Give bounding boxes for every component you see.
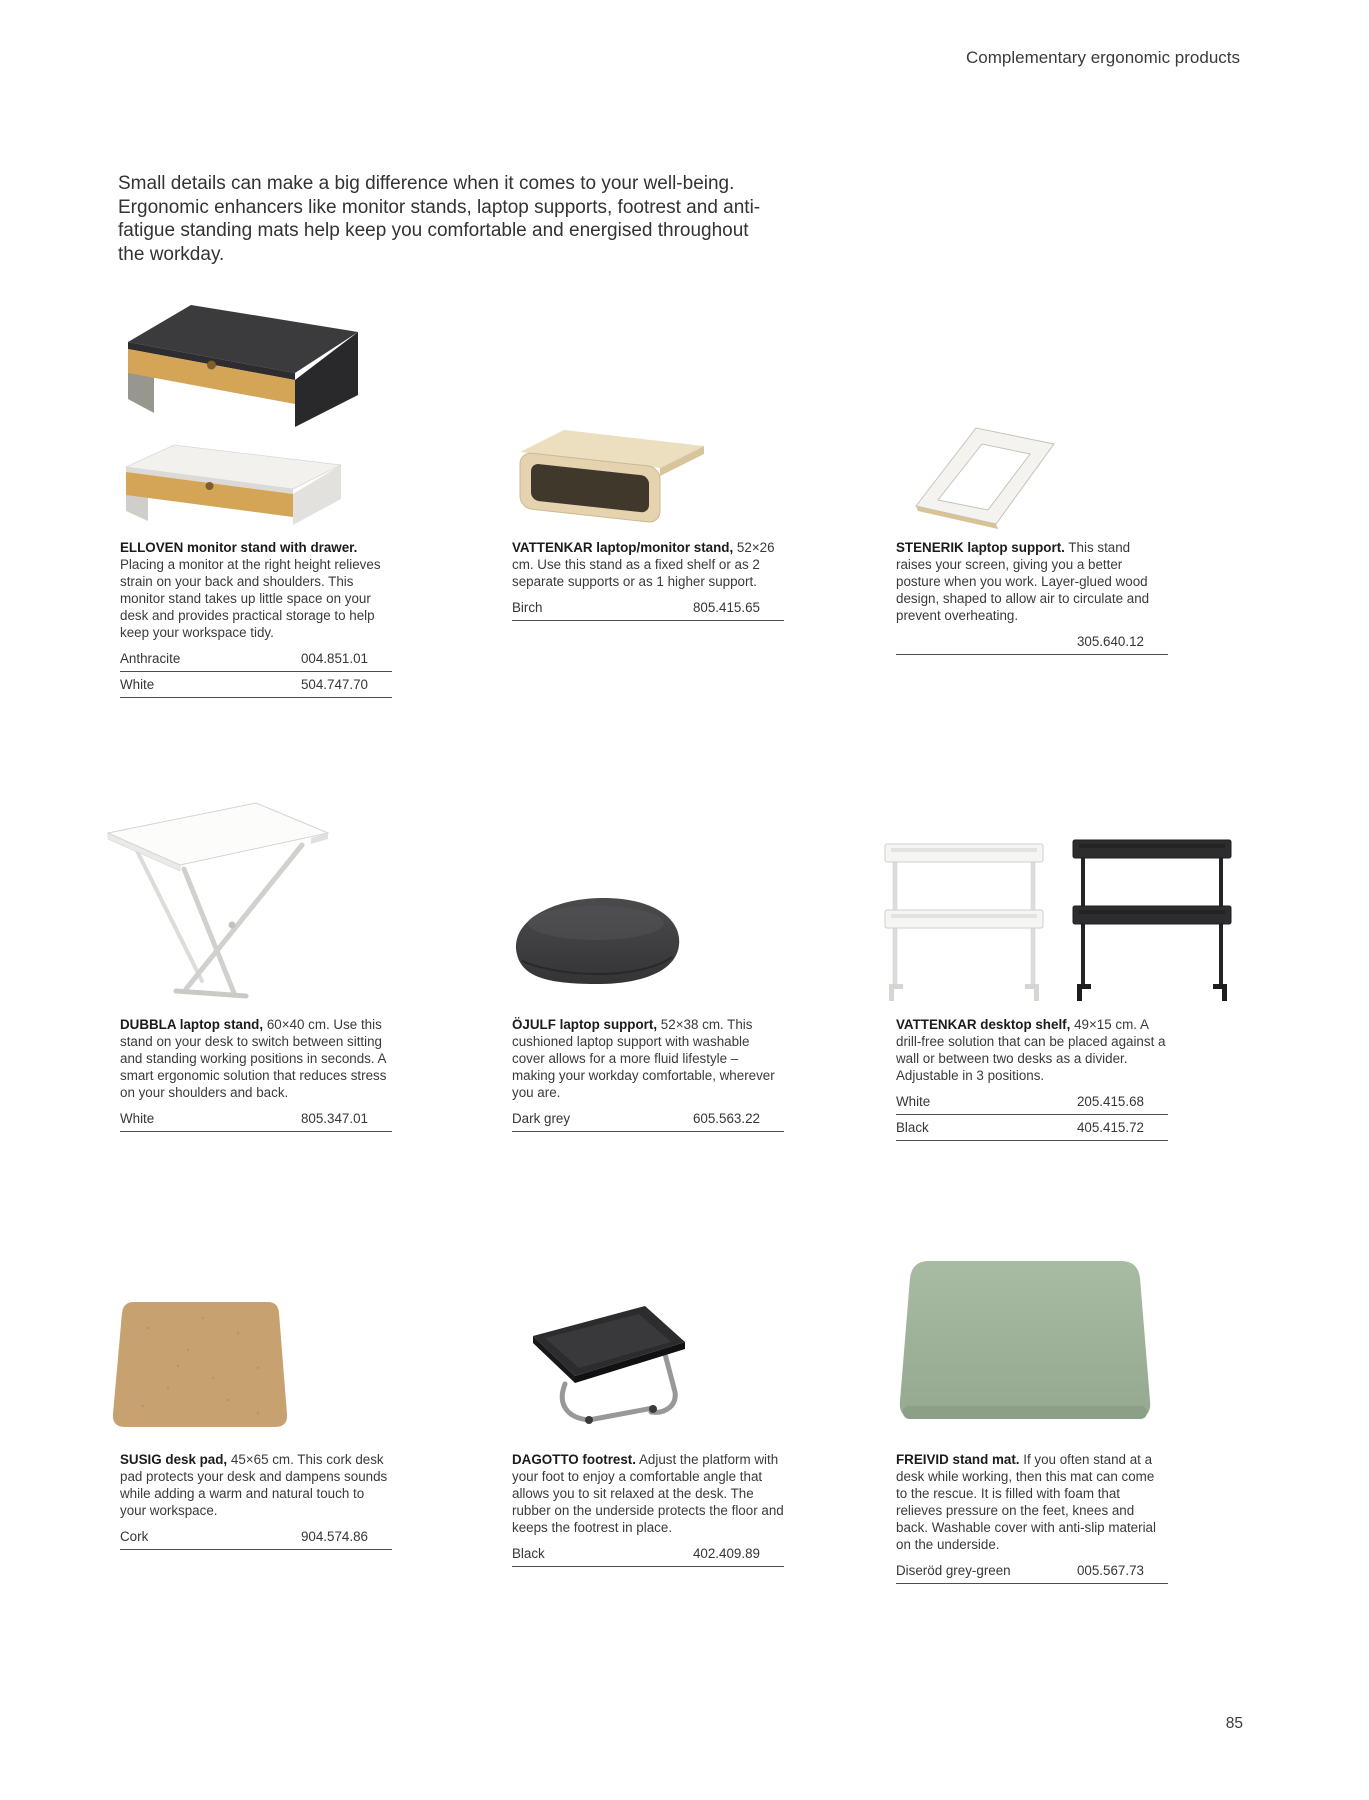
product-title: SUSIG desk pad, <box>120 1452 228 1467</box>
product-description: 45×65 cm. This cork desk pad protects your desk and dampens sounds while adding a warm and natural touch to your workspace. <box>120 1452 388 1518</box>
elloven-product-image <box>120 285 370 530</box>
product-card-stenerik <box>896 539 1168 655</box>
stenerik-laptop-support-photo <box>888 400 1078 530</box>
product-card-vattenkar-stand <box>512 539 784 621</box>
product-title: VATTENKAR laptop/monitor stand, <box>512 540 734 555</box>
product-description: This stand raises your screen, giving you a better posture when you work. Layer-glued wood design, shaped to allow air to circulate and prevent overheating. <box>896 540 1150 623</box>
variant-color: Dark grey <box>512 1111 571 1126</box>
susig-product-image <box>108 1288 293 1440</box>
product-card-vattenkar-shelf <box>896 1016 1168 1141</box>
product-description: 60×40 cm. Use this stand on your desk to switch between sitting and standing working positions in seconds. A smart ergonomic solution that reduces stress on your shoulders and back. <box>120 1017 387 1100</box>
variant-article-number: 605.563.22 <box>692 1111 760 1126</box>
variant-article-number: 504.747.70 <box>300 677 368 692</box>
variant-article-number: 805.347.01 <box>300 1111 368 1126</box>
product-text <box>896 539 1168 624</box>
vattenkar-shelf-product-image <box>883 828 1235 1006</box>
page-header-title: Complementary ergonomic products <box>965 48 1240 67</box>
variant-row <box>896 1561 1168 1584</box>
variant-color: Black <box>896 1120 929 1135</box>
variant-row <box>512 1544 784 1567</box>
variant-row <box>896 632 1168 655</box>
product-text <box>120 1016 392 1101</box>
variant-article-number: 005.567.73 <box>1076 1563 1144 1578</box>
intro-paragraph: Small details can make a big difference when it comes to your well-being. Ergonomic enhancers like monitor stands, laptop supports, footrest and anti-fatigue standing mats help keep you comfortable and energised throughout the workday. <box>118 173 761 265</box>
product-title: ELLOVEN monitor stand with drawer. <box>120 540 358 555</box>
variant-color: White <box>120 1111 155 1126</box>
dagotto-footrest-photo <box>505 1292 700 1440</box>
variant-color: Black <box>512 1546 545 1561</box>
variant-color: White <box>120 677 155 692</box>
product-description: Adjust the platform with your foot to enjoy a comfortable angle that allows you to sit relaxed at the desk. The rubber on the underside protects the floor and keeps the footrest in place. <box>512 1452 784 1535</box>
variant-color: White <box>896 1094 931 1109</box>
product-card-dagotto <box>512 1451 784 1567</box>
product-title: DUBBLA laptop stand, <box>120 1017 264 1032</box>
product-text <box>896 1016 1168 1084</box>
ojulf-laptop-support-photo <box>500 885 695 1003</box>
dubbla-laptop-stand-photo <box>106 793 331 1008</box>
page-number: 85 <box>1225 1715 1243 1732</box>
white-stand <box>126 445 341 525</box>
product-title: STENERIK laptop support. <box>896 540 1065 555</box>
product-text <box>896 1451 1168 1553</box>
variant-color: Anthracite <box>120 651 181 666</box>
product-card-freivid <box>896 1451 1168 1584</box>
product-description: If you often stand at a desk while working, then this mat can come to the rescue. It is filled with foam that relieves pressure on the feet, knees and back. Washable cover with anti-slip material on the underside. <box>896 1452 1156 1552</box>
freivid-stand-mat-photo <box>893 1253 1157 1435</box>
stenerik-product-image <box>888 400 1078 530</box>
product-description: 49×15 cm. A drill-free solution that can be placed against a wall or between two desks as a divider. Adjustable in 3 positions. <box>896 1017 1166 1083</box>
variant-row <box>512 598 784 621</box>
black-shelf <box>1073 840 1231 1001</box>
product-card-elloven <box>120 539 392 698</box>
product-text <box>512 1451 784 1536</box>
variant-article-number: 402.409.89 <box>692 1546 760 1561</box>
vattenkar-shelves-photo <box>883 828 1235 1006</box>
variant-list <box>120 1109 392 1132</box>
variant-list <box>120 649 392 698</box>
product-card-susig <box>120 1451 392 1550</box>
susig-cork-pad-photo <box>108 1288 293 1440</box>
variant-color: Cork <box>120 1529 149 1544</box>
variant-color: Birch <box>512 600 543 615</box>
variant-row <box>120 649 392 672</box>
variant-list <box>120 1527 392 1550</box>
variant-list <box>512 598 784 621</box>
product-text <box>512 539 784 590</box>
variant-article-number: 205.415.68 <box>1076 1094 1144 1109</box>
dagotto-product-image <box>505 1292 700 1440</box>
product-description: Placing a monitor at the right height relieves strain on your back and shoulders. This monitor stand takes up little space on your desk and provides practical storage to help keep your workspace tidy. <box>120 557 381 640</box>
variant-color: Diseröd grey-green <box>896 1563 1011 1578</box>
product-text <box>120 1451 392 1519</box>
variant-row <box>120 1109 392 1132</box>
anthracite-stand <box>128 305 358 427</box>
product-description: 52×38 cm. This cushioned laptop support with washable cover allows for a more fluid lifestyle – making your workday comfortable, wherever you are. <box>512 1017 775 1100</box>
variant-row <box>896 1092 1168 1115</box>
white-shelf <box>885 844 1043 1001</box>
vattenkar-stand-product-image <box>508 420 708 532</box>
vattenkar-stand-photo <box>508 420 708 532</box>
variant-article-number: 305.640.12 <box>1076 634 1144 649</box>
variant-list <box>512 1544 784 1567</box>
product-title: ÖJULF laptop support, <box>512 1017 658 1032</box>
variant-row <box>120 675 392 698</box>
variant-list <box>512 1109 784 1132</box>
variant-article-number: 805.415.65 <box>692 600 760 615</box>
product-description: 52×26 cm. Use this stand as a fixed shelf or as 2 separate supports or as 1 higher support. <box>512 540 775 589</box>
freivid-product-image <box>893 1253 1157 1435</box>
product-card-ojulf <box>512 1016 784 1132</box>
product-card-dubbla <box>120 1016 392 1132</box>
variant-list <box>896 632 1168 655</box>
variant-row <box>120 1527 392 1550</box>
variant-row <box>512 1109 784 1132</box>
ojulf-product-image <box>500 885 695 1003</box>
dubbla-product-image <box>106 793 331 1008</box>
elloven-monitor-stands-photo <box>120 285 370 530</box>
variant-list <box>896 1092 1168 1141</box>
product-title: VATTENKAR desktop shelf, <box>896 1017 1071 1032</box>
variant-article-number: 004.851.01 <box>300 651 368 666</box>
product-text <box>512 1016 784 1101</box>
product-text <box>120 539 392 641</box>
variant-list <box>896 1561 1168 1584</box>
product-title: FREIVID stand mat. <box>896 1452 1020 1467</box>
product-title: DAGOTTO footrest. <box>512 1452 636 1467</box>
variant-article-number: 405.415.72 <box>1076 1120 1144 1135</box>
variant-row <box>896 1118 1168 1141</box>
variant-article-number: 904.574.86 <box>300 1529 368 1544</box>
